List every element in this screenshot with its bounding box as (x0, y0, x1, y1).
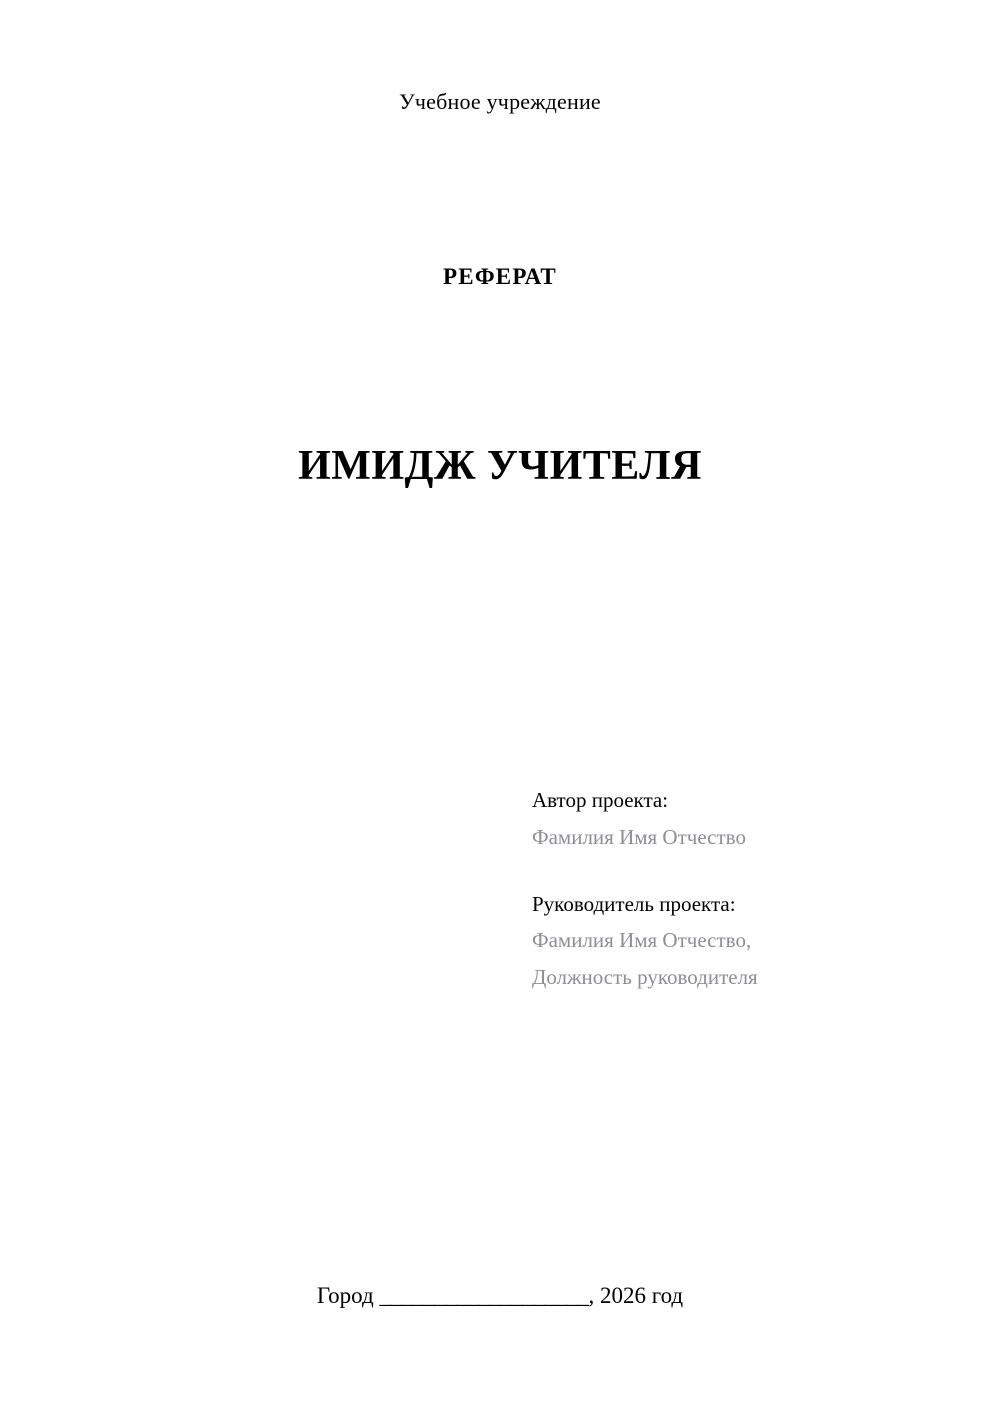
institution-name: Учебное учреждение (399, 89, 601, 114)
footer-city-year (0, 1283, 1000, 1309)
supervisor-value-line-1: Фамилия Имя Отчество, (532, 928, 752, 953)
author-label: Автор проекта: (532, 788, 669, 812)
supervisor-block (532, 886, 932, 996)
author-value: Фамилия Имя Отчество (532, 824, 746, 849)
document-type: РЕФЕРАТ (443, 264, 557, 289)
supervisor-label: Руководитель проекта: (532, 891, 736, 916)
footer-city-blank: ___________________ (379, 1283, 589, 1308)
footer-year: , 2026 год (588, 1283, 684, 1308)
credits-block (532, 782, 932, 1026)
footer-city-label: Город (316, 1283, 374, 1308)
author-block (532, 782, 932, 856)
page-title: ИМИДЖ УЧИТЕЛЯ (298, 443, 702, 489)
supervisor-value-line-2: Должность руководителя (532, 965, 758, 989)
